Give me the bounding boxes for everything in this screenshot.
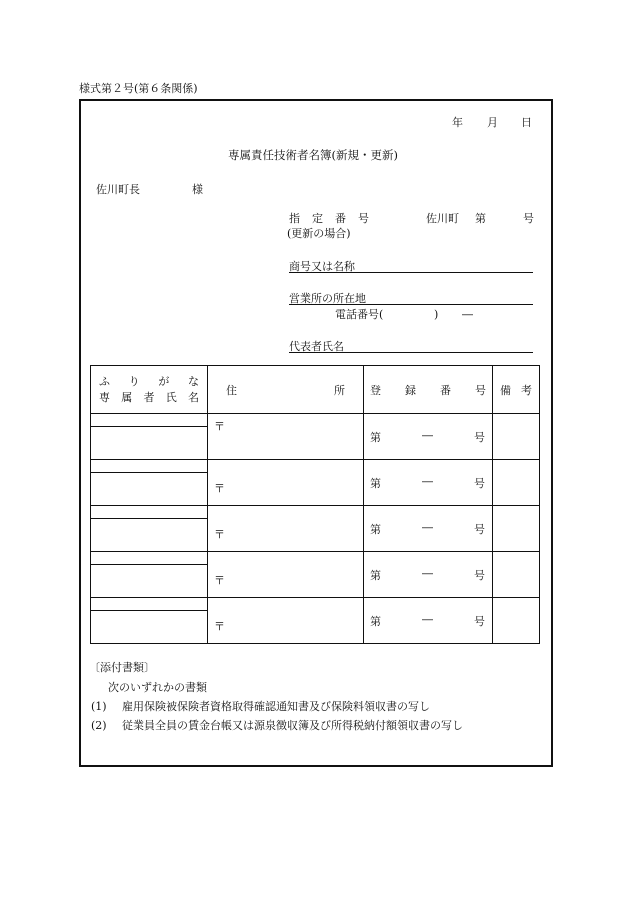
attachment-item-number: (1): [91, 700, 107, 713]
addressee-name: 佐川町長: [96, 183, 140, 196]
address-cell[interactable]: [208, 598, 364, 644]
table-row: [91, 552, 540, 598]
address-cell[interactable]: [208, 460, 364, 506]
remarks-cell[interactable]: [493, 506, 540, 552]
addressee-honorific: 様: [192, 183, 203, 196]
postal-mark: 〒: [214, 420, 225, 433]
postal-mark: 〒: [214, 482, 225, 495]
address-cell[interactable]: [208, 414, 364, 460]
name-cell[interactable]: [91, 598, 208, 644]
attachment-item-text: 雇用保険被保険者資格取得確認通知書及び保険料領収書の写し: [122, 700, 430, 713]
designation-note: (更新の場合): [287, 227, 351, 240]
rep-label: 代表者氏名: [289, 340, 344, 353]
table-header-row: [91, 366, 540, 414]
registration-cell[interactable]: 第 ― 号: [364, 506, 493, 552]
registration-cell[interactable]: 第 ― 号: [364, 414, 493, 460]
form-id: 様式第２号(第６条関係): [79, 82, 198, 95]
registration-cell[interactable]: 第 ― 号: [364, 598, 493, 644]
postal-mark: 〒: [214, 528, 225, 541]
phone-close: ): [434, 308, 439, 321]
date-year: 年: [452, 116, 463, 129]
header-registration: 登 録 番 号: [364, 366, 493, 414]
phone-dash: ―: [462, 308, 473, 321]
remarks-cell[interactable]: [493, 460, 540, 506]
designation-dai: 第: [475, 212, 486, 225]
header-name: ふ り が な 専 属 者 氏 名: [91, 366, 208, 414]
postal-mark: 〒: [214, 574, 225, 587]
furigana-divider: [91, 610, 207, 611]
address-cell[interactable]: [208, 506, 364, 552]
date-month: 月: [487, 116, 498, 129]
registration-cell[interactable]: 第 ― 号: [364, 460, 493, 506]
remarks-cell[interactable]: [493, 598, 540, 644]
rep-field[interactable]: [289, 352, 533, 353]
header-address: 住 所: [208, 366, 364, 414]
attachment-item-number: (2): [91, 719, 107, 732]
attachments-heading: 〔添付書類〕: [89, 661, 155, 674]
furigana-divider: [91, 472, 207, 473]
remarks-cell[interactable]: [493, 552, 540, 598]
designation-go: 号: [523, 212, 534, 225]
postal-mark: 〒: [214, 620, 225, 633]
name-cell[interactable]: [91, 460, 208, 506]
phone-label: 電話番号(: [335, 308, 384, 321]
attachments-intro: 次のいずれかの書類: [108, 681, 207, 694]
table-row: [91, 460, 540, 506]
address-cell[interactable]: [208, 552, 364, 598]
table-row: [91, 506, 540, 552]
table-row: [91, 598, 540, 644]
remarks-cell[interactable]: [493, 414, 540, 460]
document-title: 専属責任技術者名簿(新規・更新): [228, 148, 398, 162]
office-label: 営業所の所在地: [289, 292, 366, 305]
office-field[interactable]: [289, 304, 533, 305]
designation-label: 指 定 番 号: [289, 212, 369, 225]
furigana-divider: [91, 564, 207, 565]
table-row: [91, 414, 540, 460]
date-day: 日: [521, 116, 532, 129]
furigana-divider: [91, 518, 207, 519]
company-label: 商号又は名称: [289, 260, 355, 273]
name-cell[interactable]: [91, 414, 208, 460]
registry-table: [90, 365, 540, 644]
name-cell[interactable]: [91, 552, 208, 598]
designation-town: 佐川町: [426, 212, 459, 225]
name-cell[interactable]: [91, 506, 208, 552]
company-field[interactable]: [289, 272, 533, 273]
header-remarks: 備 考: [493, 366, 540, 414]
furigana-divider: [91, 426, 207, 427]
attachment-item-text: 従業員全員の賃金台帳又は源泉徴収簿及び所得税納付額領収書の写し: [122, 719, 463, 732]
registration-cell[interactable]: 第 ― 号: [364, 552, 493, 598]
